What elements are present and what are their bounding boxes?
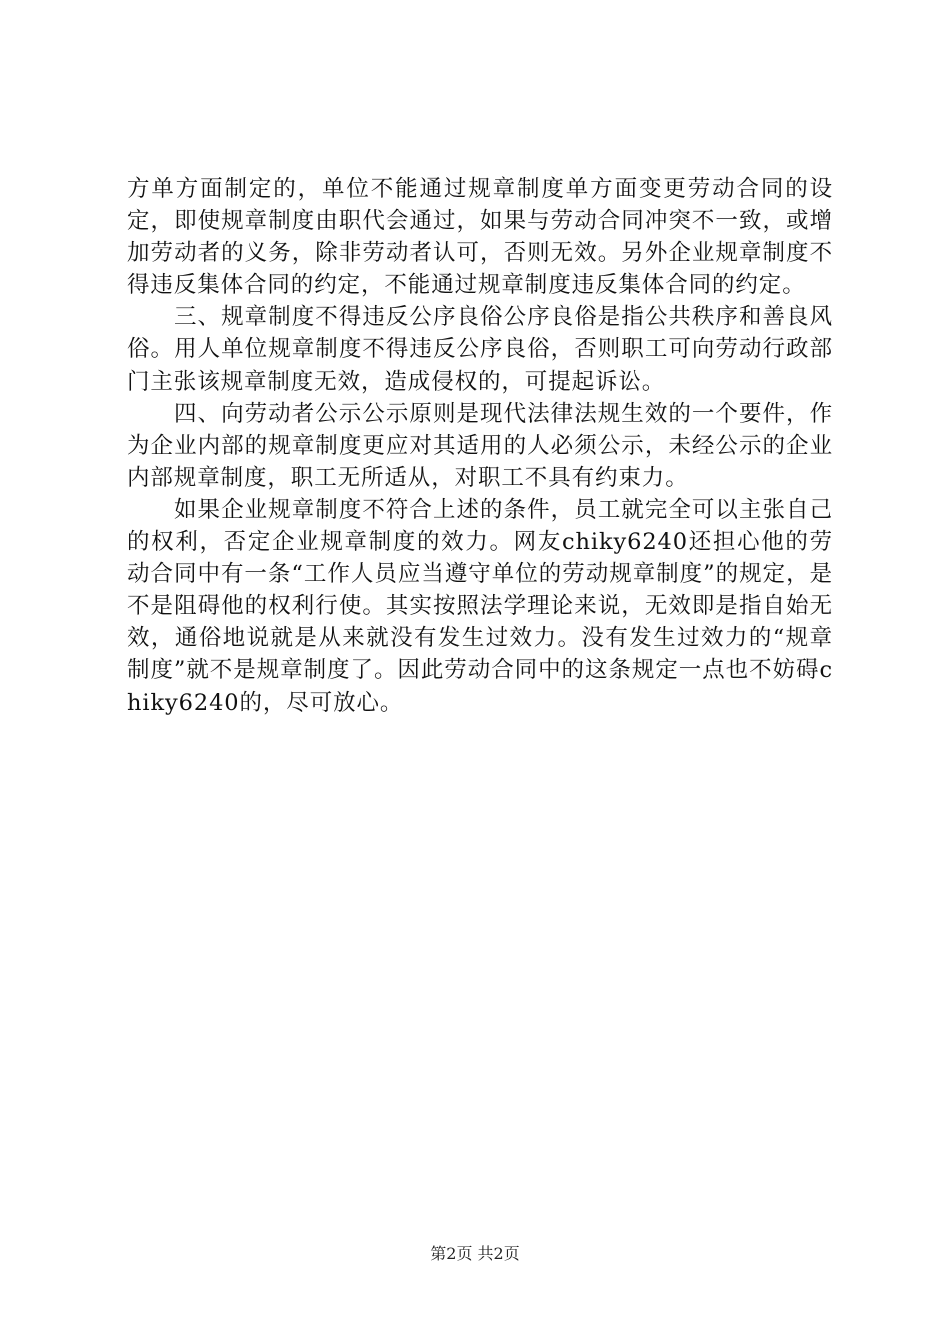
- document-body: [127, 173, 833, 719]
- paragraph-continuation: 方单方面制定的，单位不能通过规章制度单方面变更劳动合同的设定，即使规章制度由职代会通过，如果与劳动合同冲突不一致，或增加劳动者的义务，除非劳动者认可，否则无效。另外企业规章制度不得违反集体合同的约定，不能通过规章制度违反集体合同的约定。: [127, 176, 833, 299]
- page-footer: [0, 1244, 950, 1264]
- page-number-label: 第2页 共2页: [430, 1244, 520, 1263]
- paragraph-conclusion: 如果企业规章制度不符合上述的条件，员工就完全可以主张自己的权利，否定企业规章制度的效力。网友chiky6240还担心他的劳动合同中有一条“工作人员应当遵守单位的劳动规章制度”的规定，是不是阻碍他的权利行使。其实按照法学理论来说，无效即是指自始无效，通俗地说就是从来就没有发生过效力。没有发生过效力的“规章制度”就不是规章制度了。因此劳动合同中的这条规定一点也不妨碍chiky6240的，尽可放心。: [127, 496, 833, 716]
- paragraph-publicity: 四、向劳动者公示公示原则是现代法律法规生效的一个要件，作为企业内部的规章制度更应对其适用的人必须公示，未经公示的企业内部规章制度，职工无所适从，对职工不具有约束力。: [127, 400, 833, 491]
- paragraph-public-order: 三、规章制度不得违反公序良俗公序良俗是指公共秩序和善良风俗。用人单位规章制度不得违反公序良俗，否则职工可向劳动行政部门主张该规章制度无效，造成侵权的，可提起诉讼。: [127, 304, 833, 395]
